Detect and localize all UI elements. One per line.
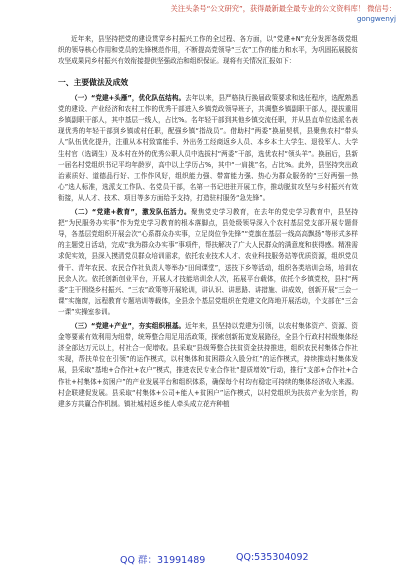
document-body bbox=[58, 34, 358, 412]
item-body: 近年来，县坚持以党建为引领，以农村集体资产、资源、资金等要素有效利用为纽带，统筹整合用足用活政策，探索创新拓宽发展路径，全县个行政村村级集体经济全部达万元以上，村社合一促增收。县采取“县级筹整合扶贫资金扶持推进，组织农民村集体合作社实现，帮扶单位在引领”的运作模式，以村集体和贫困群众入股分红”的运作模式，持续推动村集体发展，县采取“基地+合作社+农户”模式，推进农民专业合作社“提质增效”行动，推行“支部+合作社+合作社+村集体+贫困户”的产业发展平台和组织体系，确保每个村均有稳定可持续的集体经济收入来源。村企联建促发展。县采取“村集体+公司+能人+贫困户”运作模式，以村党组织为扶贫产业为宗旨，构建多方共赢合作机制。镇社城村返乡能人牵头成立花卉种植 bbox=[58, 321, 358, 409]
item-title: （二）“党建+教育”，激发队伍活力。 bbox=[71, 207, 191, 216]
item-title: （一）“党建+头雁”，优化队伍结构。 bbox=[71, 93, 186, 102]
header-banner bbox=[171, 4, 396, 24]
banner-wechat-id: gongwenyj bbox=[356, 14, 396, 23]
item-paragraph bbox=[58, 321, 358, 411]
banner-promo-text: 关注头条号“公文研究”，获得最新最全最专业的公文资料库！ 微信号： bbox=[170, 4, 396, 13]
qq-group-number: QQ 群：31991489 bbox=[120, 555, 206, 566]
item-body: 去年以来，县严格执行换届政策要求和选任程序，选配熟悉党的建设、产业经济和农村工作的优秀干部进入乡镇党政领导班子，共调整乡镇副职干部人，提拔重用乡镇副职干部人，其中基层一线人，占比%。名年轻干部到其他乡镇交流任职，并从县直单位选派名表现优秀的年轻干部到乡镇或村任职，配强乡镇“指战员”。借助村“两委”换届契机，县聚焦农村“带头人”队伍优化提升，注重从本村致富能手、外出务工经商返乡人员、本乡本土大学生、退役军人、大学生村官（选调生）及本村在外的优秀公职人员中选拔村“两委”干部，选优农村“领头羊”。换届后，县新一届名村党组织书记平均年龄岁，高中以上学历占%，其中“一肩挑”名，占比%。此外，县坚持突出政治素质好、道德品行好、工作作风好，组织能力强、带富能力强、热心为群众服务的“三好两强一热心”选人标准，选派支工作队、名党员干部，名第一书记进驻开展工作，推动脱贫攻坚与乡村振兴有效衔接，从人才、技术、项目等多方面给予支持，打造驻村服务“急先锋”。 bbox=[58, 93, 358, 203]
section-heading: 一、主要做法及成效 bbox=[58, 77, 129, 87]
qq-number: QQ:535304092 bbox=[236, 552, 309, 563]
item-paragraph bbox=[58, 207, 358, 319]
item-body: 聚焦党史学习教育，在去年的党史学习教育中，县坚持把“为民服务办实事”作为党史学习教育的根本落脚点，县处级领导深入个农村基层党支部开展专题督导，各基层党组织开展会次“心系群众办实事，立足岗位争先锋”“党旗在基层一线高高飘扬”等形式多样的主题党日活动，完成“我为群众办实事”事项件，帮扶解决了广大人民群众的满意度和获得感。精准需求促实效，县深入摸清党员群众培训需求，依托农业技术人才、农业科技服务站等优质资源，组织党员骨干、青年农民、农民合作社负责人等举办“田间课堂”，送技下乡等活动，组织各类培训会场，培训农民余人次。依托创新创业平台，开展人才技能培训余人次，拓展平台载体，依托个乡镇党校，县村“两委”主干围绕乡村振兴、“三农”政策等开展轮训，讲认识、讲思路、讲措施、讲成效，创新开展“三会一课”实施窗，远程教育专题培训等载体，全县余个基层党组织在党建文化阵地开展活动，个支部在“三会一课”实操室参训。 bbox=[58, 207, 358, 317]
item-paragraph bbox=[58, 93, 358, 205]
item-title: （三）“党建+产业”，夯实组织根基。 bbox=[71, 321, 186, 330]
intro-paragraph: 近年来，县坚持把党的建设贯穿乡村振兴工作的全过程、各方面，以“党建+N”充分发挥各级党组织的领导核心作用和党员的先锋模范作用，不断提高党领导“三农”工作的能力和水平，为巩固拓展脱贫攻坚成果同乡村振兴有效衔接提供坚强政治和组织保证。现将有关情况汇报如下： bbox=[58, 35, 358, 66]
